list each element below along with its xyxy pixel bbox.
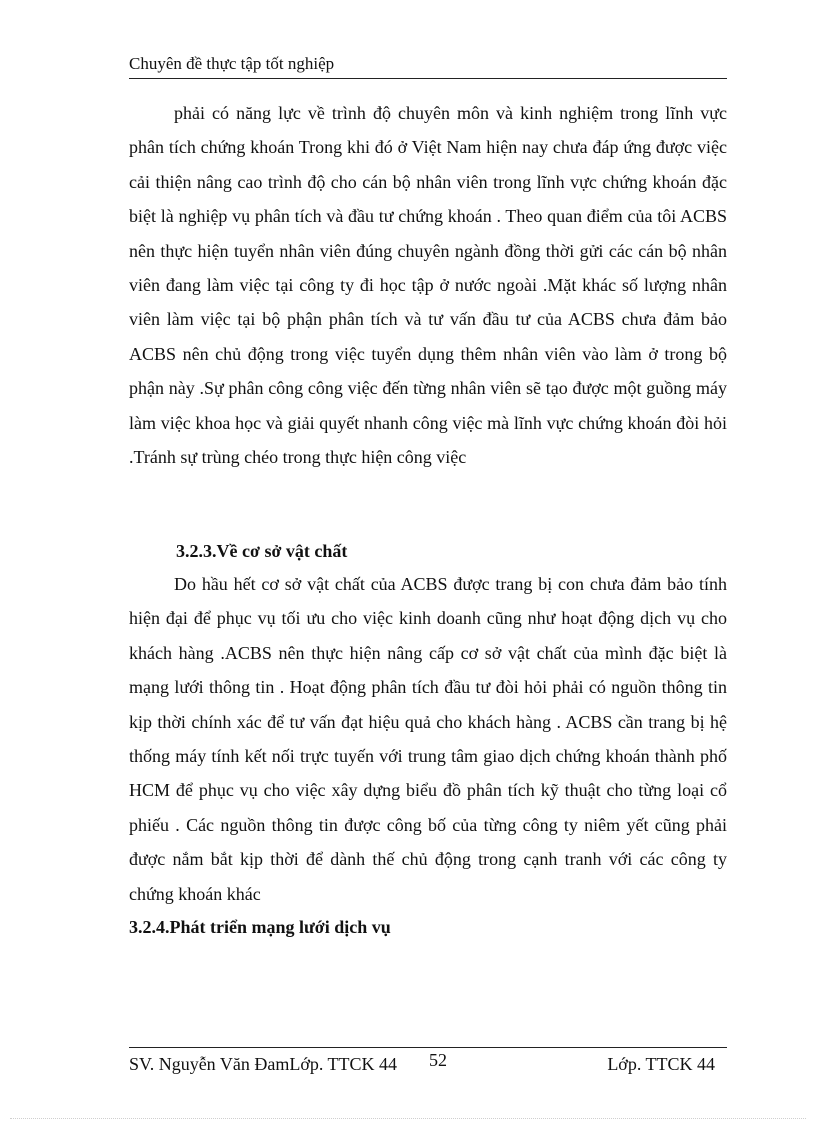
- header-title: Chuyên đề thực tập tốt nghiệp: [129, 54, 335, 73]
- section-heading-3-2-3: 3.2.3.Về cơ sở vật chất: [176, 541, 348, 561]
- page-header: [129, 52, 727, 79]
- page-footer: [129, 1047, 727, 1078]
- footer-class: Lớp. TTCK 44: [607, 1054, 715, 1074]
- page-number: 52: [429, 1050, 447, 1070]
- page-bottom-divider: [10, 1118, 806, 1119]
- body-paragraph-2: [129, 567, 727, 911]
- footer-author: SV. Nguyễn Văn ĐamLớp. TTCK 44: [129, 1054, 398, 1074]
- section-heading-3-2-4: 3.2.4.Phát triển mạng lưới dịch vụ: [129, 917, 391, 937]
- body-paragraph-1: [129, 96, 727, 474]
- paragraph-2-text: Do hầu hết cơ sở vật chất của ACBS được trang bị con chưa đảm bảo tính hiện đại để phục vụ tối ưu cho việc kinh doanh cũng như hoạt động dịch vụ cho khách hàng .ACBS nên thực hiện nâng cấp cơ sở vật chất của mình đặc biệt là mạng lưới thông tin . Hoạt động phân tích đầu tư đòi hỏi phải có nguồn thông tin kịp thời chính xác để tư vấn đạt hiệu quả cho khách hàng . ACBS cần trang bị hệ thống máy tính kết nối trực tuyến với trung tâm giao dịch chứng khoán thành phố HCM để phục vụ cho việc xây dựng biểu đồ phân tích kỹ thuật cho từng loại cổ phiếu . Các nguồn thông tin được công bố của từng công ty niêm yết cũng phải được nắm bắt kịp thời để dành thế chủ động trong cạnh tranh với các công ty chứng khoán khác: [129, 574, 727, 904]
- paragraph-1-text: phải có năng lực về trình độ chuyên môn và kinh nghiệm trong lĩnh vực phân tích chứng khoán Trong khi đó ở Việt Nam hiện nay chưa đáp ứng được việc cải thiện nâng cao trình độ cho cán bộ nhân viên trong lĩnh vực chứng khoán đặc biệt là nghiệp vụ phân tích và đầu tư chứng khoán . Theo quan điểm của tôi ACBS nên thực hiện tuyển nhân viên đúng chuyên ngành đồng thời gửi các cán bộ nhân viên đang làm việc tại công ty đi học tập ở nước ngoài .Mặt khác số lượng nhân viên làm việc tại bộ phận phân tích và tư vấn đầu tư của ACBS chưa đảm bảo ACBS nên chủ động trong việc tuyển dụng thêm nhân viên vào làm ở trong bộ phận này .Sự phân công công việc đến từng nhân viên sẽ tạo được một guồng máy làm việc khoa học và giải quyết nhanh công việc mà lĩnh vực chứng khoán đòi hỏi .Tránh sự trùng chéo trong thực hiện công việc: [129, 103, 727, 468]
